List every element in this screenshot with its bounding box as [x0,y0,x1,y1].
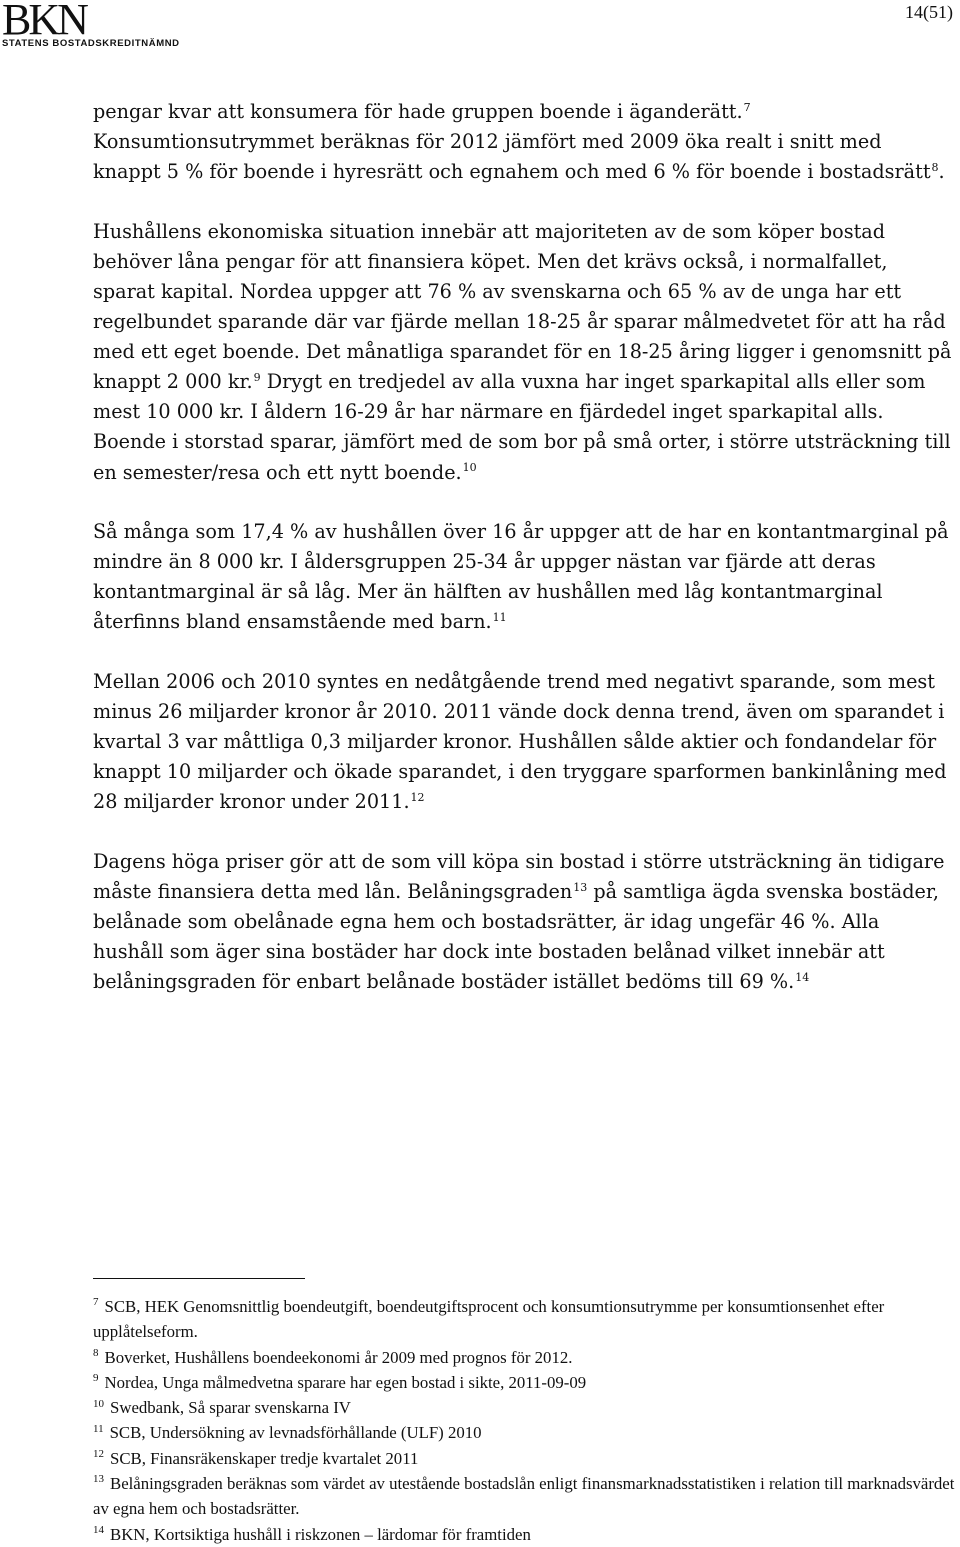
footnote-ref: 11 [492,611,507,625]
footnote [93,1522,955,1547]
bkn-logo [0,0,180,54]
footnote [93,1370,955,1395]
footnotes [93,1294,955,1547]
footnote-number: 12 [93,1448,104,1461]
footnote-ref: 9 [253,370,261,384]
footnote [93,1471,955,1522]
footnote-number: 10 [93,1397,104,1410]
footnote-text: Swedbank, Så sparar svenskarna IV [110,1398,351,1418]
page-number: 14(51) [905,2,953,22]
footnote-number: 14 [93,1524,104,1537]
footnote-text: SCB, HEK Genomsnittlig boendeutgift, boendeutgiftsprocent och konsumtionsutrymme per konsumtionsenhet efter upplåtelseform. [93,1297,885,1342]
footnote-number: 13 [93,1473,104,1486]
paragraph-text: Drygt en tredjedel av alla vuxna har inget sparkapital alls eller som mest 10 000 kr. I åldern 16-29 år har närmare en fjärdedel inget sparkapital alls. Boende i storstad sparar, jämfört med de som bor på små orter, i större utsträckning till en semester/resa och ett nytt boende. [93,370,951,484]
paragraph-text: Konsumtionsutrymmet beräknas för 2012 jämfört med 2009 öka realt i snitt med knappt 5 % för boende i hyresrätt och egnahem och med 6 % för boende i bostadsrätt [93,130,931,184]
footnote-number: 9 [93,1372,99,1385]
footnote-ref: 13 [573,880,588,894]
footnote-text: Nordea, Unga målmedvetna sparare har egen bostad i sikte, 2011-09-09 [104,1372,587,1392]
footnote-text: Boverket, Hushållens boendeekonomi år 2009 med prognos för 2012. [104,1347,573,1367]
footnote-divider [93,1278,305,1279]
footnote [93,1294,955,1345]
paragraph-text: Mellan 2006 och 2010 syntes en nedåtgående trend med negativt sparande, som mest minus 26 miljarder kronor år 2010. 2011 vände dock denna trend, även om sparandet i kvartal 3 var måttliga 0,3 miljarder kronor. Hushållen sålde aktier och fondandelar för knappt 10 miljarder och ökade sparandet, i den tryggare sparformen bankinlåning med 28 miljarder kronor under 2011. [93,670,947,814]
paragraph-text: på samtliga ägda svenska bostäder, belånade som obelånade egna hem och bostadsrätter, är idag ungefär 46 %. Alla hushåll som äger sina bostäder har dock inte bostaden belånad vilket innebär att belåningsgraden för enbart belånade bostäder istället bedöms till 69 %. [93,880,940,994]
footnote-number: 7 [93,1296,99,1309]
footnote-text: SCB, Finansräkenskaper tredje kvartalet 2011 [110,1448,419,1468]
footnote-number: 11 [93,1422,104,1435]
body-paragraph [93,217,955,488]
footnote [93,1395,955,1420]
paragraph-text: Dagens höga priser gör att de som vill köpa sin bostad i större utsträckning än tidigare måste finansiera detta med lån. Belåningsgraden [93,849,945,904]
body-paragraph [93,667,955,817]
footnote-text: BKN, Kortsiktiga hushåll i riskzonen – lärdomar för framtiden [110,1524,531,1544]
body-text [93,97,955,1027]
logo-mark: BKN [2,0,86,44]
body-paragraph [93,97,955,187]
footnote-ref: 8 [931,160,939,174]
footnote [93,1345,955,1370]
paragraph-text: Hushållens ekonomiska situation innebär att majoriteten av de som köper bostad behöver låna pengar för att finansiera köpet. Men det krävs också, i normalfallet, sparat kapital. Nordea uppger att 76 % av svenskarna och 65 % av de unga har ett regelbundet sparande där var fjärde mellan 18-25 år sparar målmedvetet för att ha råd med ett eget boende. Det månatliga sparandet för en 18-25 åring ligger i genomsnitt på knappt 2 000 kr. [93,219,952,394]
footnote-ref: 7 [743,100,751,114]
footnote-ref: 14 [795,970,810,984]
paragraph-text: Så många som 17,4 % av hushållen över 16 år uppger att de har en kontantmarginal på mindre än 8 000 kr. I åldersgruppen 25-34 år uppger nästan var fjärde att deras kontantmarginal är så låg. Mer än hälften av hushållen med låg kontantmarginal återfinns bland ensamstående med barn. [93,520,949,634]
footnote [93,1420,955,1445]
paragraph-text: . [938,160,945,184]
paragraph-text: pengar kvar att konsumera för hade gruppen boende i äganderätt. [93,100,743,123]
footnote-text: SCB, Undersökning av levnadsförhållande (ULF) 2010 [109,1423,482,1443]
body-paragraph [93,517,955,637]
footnote-ref: 10 [462,461,477,475]
logo-subtitle: STATENS BOSTADSKREDITNÄMND [2,38,180,49]
body-paragraph [93,847,955,997]
footnote-ref: 12 [410,790,425,804]
footnote [93,1446,955,1471]
footnote-text: Belåningsgraden beräknas som värdet av utestående bostadslån enligt finansmarknadsstatistiken i relation till marknadsvärdet av egna hem och bostadsrätter. [93,1474,955,1519]
footnote-number: 8 [93,1347,99,1359]
